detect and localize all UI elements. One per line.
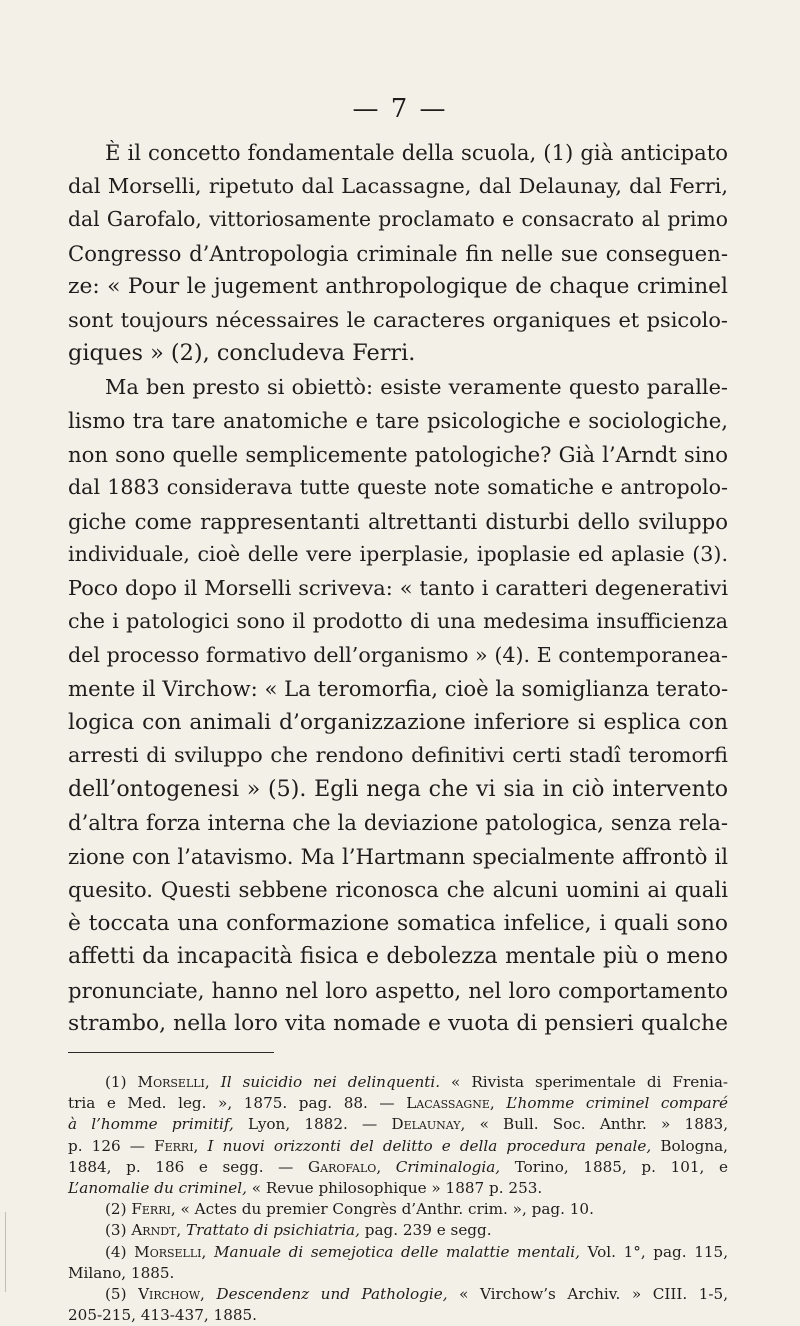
footnote-title: Trattato di psichiatria,	[186, 1221, 360, 1240]
text-line: mente il Virchow: « La teromorfia, cioè la somiglianza terato-	[68, 676, 729, 701]
text-line: È il concetto fondamentale della scuola, (1) già anticipato	[105, 140, 728, 165]
text-line: logica con animali d’organizzazione inferiore si esplica con	[68, 709, 728, 735]
text-line: del processo formativo dell’organismo » (4). E contemporanea-	[68, 642, 728, 667]
text-line: dal Morselli, ripetuto dal Lacassagne, dal Delaunay, dal Ferri,	[68, 173, 728, 198]
footnotes	[68, 1072, 728, 1326]
text-line: ze: « Pour le jugement anthropologique de chaque criminel	[68, 274, 728, 299]
page-edge-mark	[5, 1212, 6, 1292]
footnote-text: « Actes du premier Congrès d’Anthr. crim. », pag. 10.	[180, 1200, 594, 1219]
footnote-author: Lacassagne,	[406, 1094, 495, 1113]
text-line: dal 1883 considerava tutte queste note somatiche e antropolo-	[68, 475, 728, 499]
footnote-number: (1)	[105, 1073, 127, 1091]
footnote-text: « Rivista sperimentale di Frenia-	[451, 1073, 729, 1091]
footnote-title: L’homme criminel comparé	[506, 1094, 728, 1113]
text-line: non sono quelle semplicemente patologiche? Già l’Arndt sino	[68, 441, 728, 467]
footnote-title: Il suicidio nei delinquenti.	[220, 1073, 441, 1091]
footnote-text: pag. 239 e segg.	[364, 1221, 492, 1240]
footnote-3	[68, 1220, 728, 1241]
footnote-2	[68, 1199, 728, 1220]
footnote-text: p. 126 —	[68, 1136, 145, 1155]
footnote-text: « Bull. Soc. Anthr. » 1883,	[479, 1115, 729, 1134]
footnote-5	[68, 1284, 728, 1305]
footnote-text: « Revue philosophique » 1887 p. 253.	[251, 1179, 543, 1198]
text-line: Congresso d’Antropologia criminale fin nelle sue conseguen-	[68, 240, 728, 266]
text-line: quesito. Questi sebbene riconosca che alcuni uomini ai quali	[68, 877, 728, 902]
footnote-4-line: Milano, 1885.	[68, 1263, 175, 1282]
text-line: dal Garofalo, vittoriosamente proclamato e consacrato al primo	[68, 207, 728, 231]
text-line: è toccata una conformazione somatica infelice, i quali sono	[68, 910, 728, 936]
footnote-text: Vol. 1°, pag. 115,	[587, 1242, 729, 1261]
footnote-1-line	[68, 1136, 728, 1157]
footnote-title: Descendenz und Pathologie,	[216, 1285, 448, 1304]
footnote-author: Ferri,	[154, 1136, 199, 1155]
page-number: — 7 —	[352, 94, 448, 124]
footnote-author: Garofalo,	[308, 1157, 382, 1176]
text-line: che i patologici sono il prodotto di una medesima insufficienza	[68, 609, 728, 633]
text-line: d’altra forza interna che la deviazione patologica, senza rela-	[68, 810, 728, 835]
text-line: Poco dopo il Morselli scriveva: « tanto i caratteri degenerativi	[68, 575, 728, 600]
footnote-number: (4)	[105, 1242, 127, 1261]
footnote-text: 1884, p. 186 e segg. —	[68, 1157, 294, 1176]
footnote-text: Torino, 1885, p. 101, e	[514, 1157, 728, 1176]
footnote-1-line	[68, 1114, 728, 1135]
footnote-1-line	[68, 1093, 728, 1114]
footnote-4	[68, 1242, 728, 1263]
footnote-title: Manuale di semejotica delle malattie mentali,	[213, 1242, 580, 1261]
text-line: giques » (2), concludeva Ferri.	[68, 340, 416, 366]
footnote-author: Virchow,	[138, 1285, 205, 1304]
footnote-1-line	[68, 1072, 728, 1093]
text-line: strambo, nella loro vita nomade e vuota di pensieri qualche	[68, 1011, 728, 1036]
text-line: Ma ben presto si obiettò: esiste veramente questo paralle-	[105, 374, 728, 399]
footnote-number: (2)	[105, 1200, 127, 1219]
main-text	[68, 136, 728, 1041]
text-line: sont toujours nécessaires le caracteres organiques et psicolo-	[68, 307, 728, 332]
footnote-title: L’anomalie du criminel,	[68, 1179, 247, 1198]
footnote-text: « Virchow’s Archiv. » CIII. 1-5,	[459, 1285, 729, 1304]
footnote-author: Morselli,	[134, 1242, 207, 1261]
footnote-number: (3)	[105, 1221, 127, 1240]
footnote-text: tria e Med. leg. », 1875. pag. 88. —	[68, 1094, 395, 1113]
text-line: affetti da incapacità fisica e debolezza mentale più o meno	[68, 943, 728, 969]
footnote-author: Delaunay,	[391, 1115, 466, 1134]
footnote-author: Ferri,	[131, 1200, 176, 1219]
footnote-author: Morselli,	[137, 1073, 210, 1091]
text-line: pronunciate, hanno nel loro aspetto, nel loro comportamento	[68, 977, 728, 1003]
footnote-5-line: 205-215, 413-437, 1885.	[68, 1306, 258, 1325]
text-line: zione con l’atavismo. Ma l’Hartmann specialmente affrontò il	[68, 843, 728, 869]
footnote-title: Criminalogia,	[395, 1157, 501, 1176]
footnote-title: à l’homme primitif,	[68, 1115, 234, 1134]
text-line: dell’ontogenesi » (5). Egli nega che vi sia in ciò intervento	[68, 775, 728, 802]
footnote-text: Bologna,	[660, 1136, 729, 1155]
footnote-author: Arndt,	[131, 1221, 182, 1240]
footnote-title: I nuovi orizzonti del delitto e della procedura penale,	[207, 1136, 652, 1155]
footnote-separator	[68, 1052, 274, 1053]
text-line: lismo tra tare anatomiche e tare psicologiche e sociologiche,	[68, 408, 728, 433]
text-line: giche come rappresentanti altrettanti disturbi dello sviluppo	[68, 508, 728, 534]
footnote-1-line	[68, 1157, 728, 1178]
footnote-text: Lyon, 1882. —	[248, 1115, 378, 1134]
text-line: arresti di sviluppo che rendono definitivi certi stadî teromorfi	[68, 743, 728, 767]
text-line: individuale, cioè delle vere iperplasie, ipoplasie ed aplasie (3).	[68, 542, 728, 566]
footnote-number: (5)	[105, 1285, 127, 1304]
footnote-1-line	[68, 1178, 728, 1199]
